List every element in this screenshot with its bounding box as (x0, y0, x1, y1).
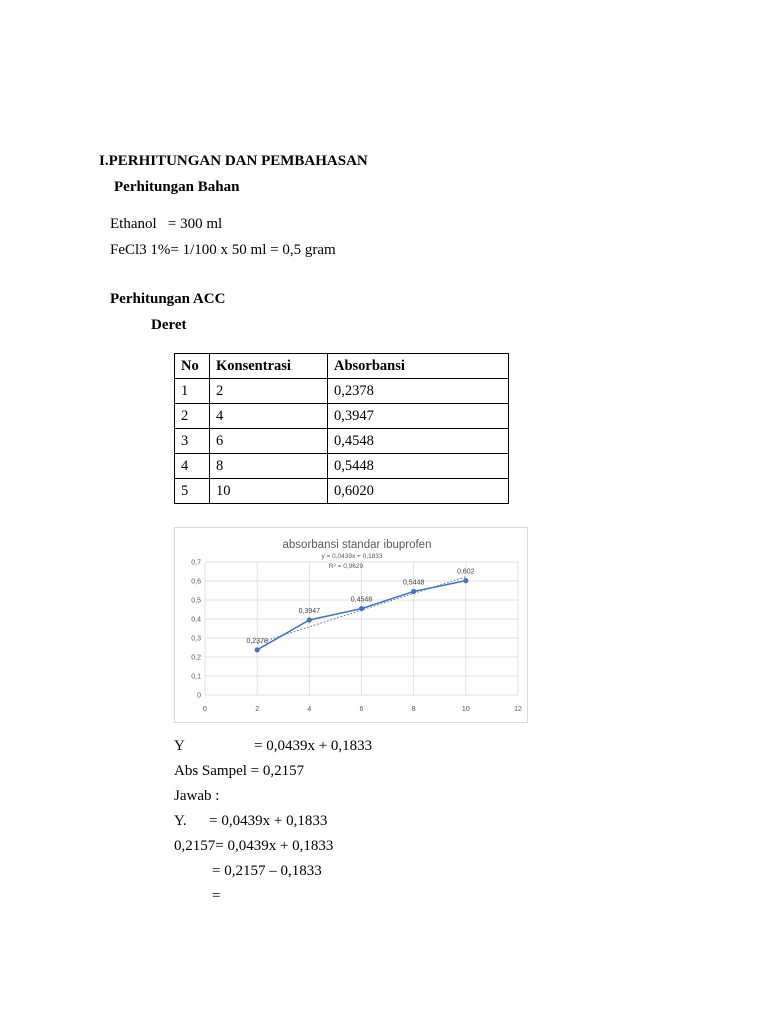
x-tick-label: 12 (514, 706, 522, 713)
page-heading: I.PERHITUNGAN DAN PEMBAHASAN (99, 153, 368, 169)
data-point (411, 589, 416, 594)
calc-y-label: Y (174, 738, 185, 754)
table-cell: 4 (210, 404, 328, 429)
table-row (175, 429, 509, 454)
x-tick-label: 10 (461, 706, 470, 713)
table-cell: 3 (175, 429, 210, 454)
table-header: No (175, 354, 210, 379)
data-label: 0,5448 (402, 579, 425, 587)
table-cell: 8 (210, 454, 328, 479)
table-cell: 0,4548 (328, 429, 509, 454)
table-cell: 6 (210, 429, 328, 454)
calc-line-y: Y. = 0,0439x + 0,1833 (174, 813, 328, 829)
table-cell: 1 (175, 379, 210, 404)
table-cell: 4 (175, 454, 210, 479)
x-tick-label: 4 (307, 706, 312, 713)
table-row (175, 404, 509, 429)
y-tick-label: 0 (197, 692, 201, 700)
data-label: 0,2378 (246, 637, 268, 645)
table-cell: 0,3947 (328, 404, 509, 429)
x-tick-label: 2 (255, 706, 260, 713)
table-header: Konsentrasi (210, 354, 328, 379)
y-tick-label: 0,4 (191, 616, 201, 624)
table-header-row (175, 354, 509, 379)
y-tick-label: 0,1 (191, 673, 201, 681)
y-tick-label: 0,7 (191, 559, 201, 567)
x-tick-label: 0 (203, 706, 207, 713)
data-label: 0,602 (457, 568, 475, 576)
chart-title: absorbansi standar ibuprofen (282, 539, 432, 551)
table-cell: 0,5448 (328, 454, 509, 479)
table-cell: 2 (175, 404, 210, 429)
table-cell: 10 (210, 479, 328, 504)
table-cell: 0,6020 (328, 479, 509, 504)
data-point (463, 578, 468, 583)
data-label: 0,3947 (298, 608, 321, 616)
absorbance-chart (174, 527, 528, 723)
x-tick-label: 8 (411, 706, 416, 713)
y-tick-label: 0,3 (191, 635, 201, 643)
calc-line-substitution: 0,2157= 0,0439x + 0,1833 (174, 838, 334, 854)
calc-line-equals: = (212, 888, 221, 904)
table-row (175, 479, 509, 504)
data-point (307, 617, 312, 622)
bahan-fecl3: FeCl3 1%= 1/100 x 50 ml = 0,5 gram (110, 242, 336, 258)
subheading-acc: Perhitungan ACC (110, 291, 226, 307)
deret-label: Deret (151, 317, 187, 333)
y-tick-label: 0,2 (191, 654, 201, 662)
data-label: 0,4548 (350, 596, 373, 604)
table-cell: 2 (210, 379, 328, 404)
y-tick-label: 0,5 (191, 597, 201, 605)
table-cell: 5 (175, 479, 210, 504)
calc-abs-sampel: Abs Sampel = 0,2157 (174, 763, 305, 779)
subheading-bahan: Perhitungan Bahan (114, 179, 240, 195)
x-tick-label: 6 (359, 706, 364, 713)
table-row (175, 379, 509, 404)
data-point (359, 606, 364, 611)
table-header: Absorbansi (328, 354, 509, 379)
table-row (175, 454, 509, 479)
y-tick-label: 0,6 (191, 578, 201, 586)
table-cell: 0,2378 (328, 379, 509, 404)
deret-table (174, 353, 509, 504)
calc-jawab: Jawab : (174, 788, 220, 804)
trendline-equation: y = 0,0439x + 0,1833 (321, 553, 383, 560)
calc-line-difference: = 0,2157 – 0,1833 (212, 863, 322, 879)
calc-y-equation: = 0,0439x + 0,1833 (254, 738, 373, 754)
trendline-r-squared: R² = 0,9629 (328, 563, 364, 570)
data-point (255, 647, 260, 652)
bahan-ethanol: Ethanol = 300 ml (110, 216, 223, 232)
